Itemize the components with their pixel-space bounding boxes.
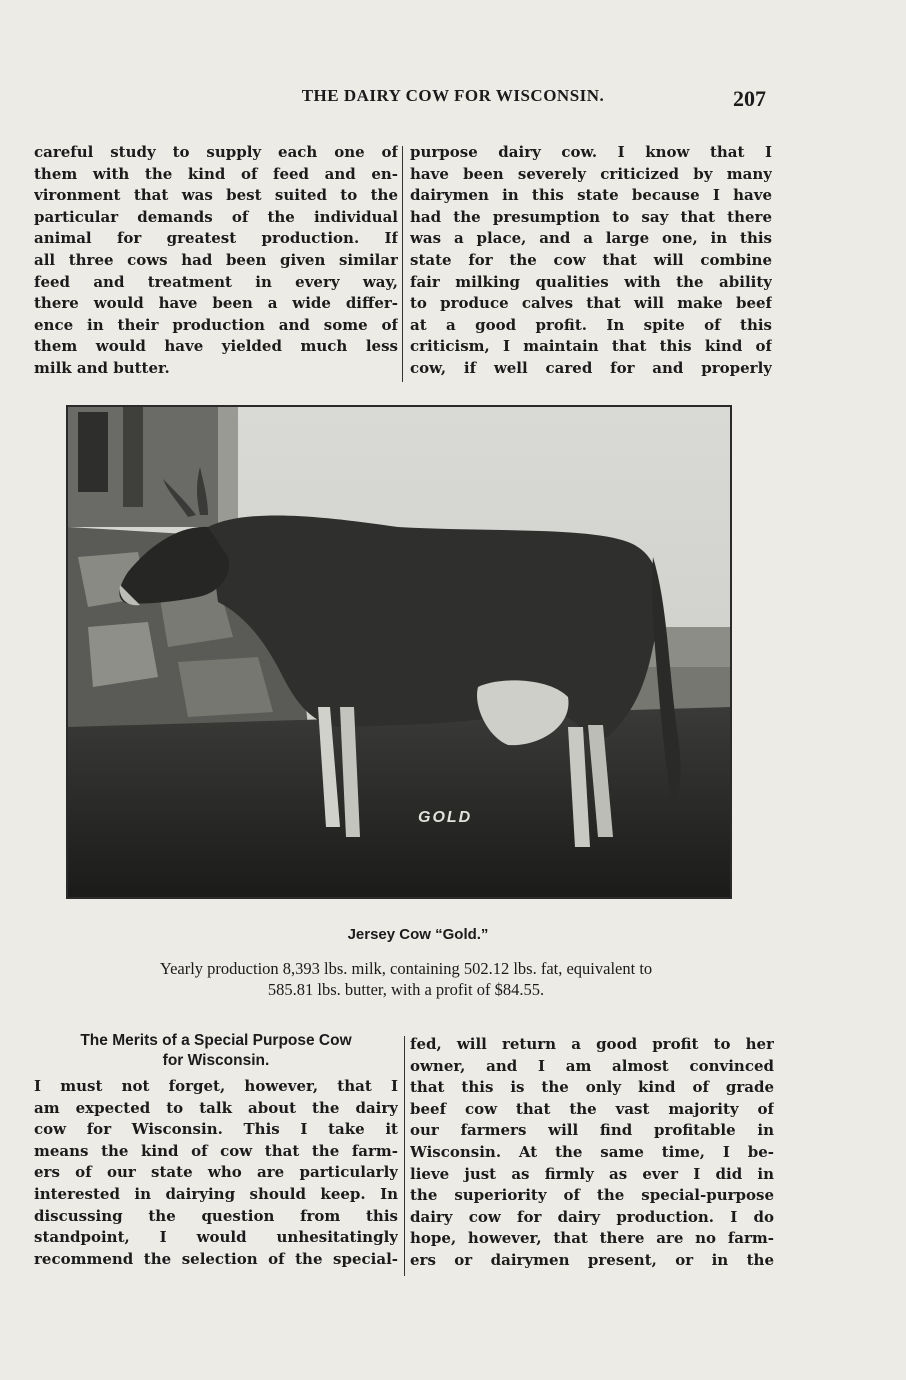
text-line: vironment that was best suited to the	[34, 186, 398, 205]
text-line: owner, and I am almost convinced	[410, 1056, 774, 1075]
text-line: there would have been a wide differ-	[34, 294, 398, 313]
text-line: means the kind of cow that the farm-	[34, 1141, 398, 1160]
text-line: ers of our state who are particularly	[34, 1163, 398, 1182]
bottom-right-column	[410, 1034, 774, 1272]
text-line: dairy cow for dairy production. I do	[410, 1207, 774, 1226]
text-line: purpose dairy cow. I know that I	[410, 143, 772, 161]
text-line: all three cows had been given similar	[34, 250, 398, 269]
top-left-column	[34, 142, 398, 380]
text-line: the superiority of the special-purpose	[410, 1186, 774, 1205]
text-line: had the presumption to say that there	[410, 207, 772, 226]
text-line: criticism, I maintain that this kind of	[410, 337, 772, 356]
text-line: hope, however, that there are no farm-	[410, 1229, 774, 1248]
text-line: was a place, and a large one, in this	[410, 229, 772, 248]
text-line: them would have yielded much less	[34, 337, 398, 356]
page-number: 207	[733, 86, 766, 111]
text-line: fair milking qualities with the ability	[410, 272, 772, 291]
text-line: state for the cow that will combine	[410, 250, 772, 269]
top-right-column	[410, 142, 772, 380]
text-line: ers or dairymen present, or in the	[410, 1250, 774, 1269]
text-line: I must not forget, however, that I	[34, 1077, 398, 1095]
text-line: that this is the only kind of grade	[410, 1078, 774, 1097]
photo-label: GOLD	[418, 809, 473, 826]
text-line: discussing the question from this	[34, 1206, 398, 1225]
bottom-left-column	[34, 1076, 398, 1270]
column-divider	[402, 146, 403, 382]
figure-caption-title: Jersey Cow “Gold.”	[347, 926, 489, 943]
text-line: interested in dairying should keep. In	[34, 1184, 398, 1203]
text-line: feed and treatment in every way,	[34, 272, 398, 291]
text-line: them with the kind of feed and en-	[34, 164, 398, 183]
cow-photograph	[66, 405, 732, 899]
column-divider	[404, 1036, 405, 1276]
section-heading	[34, 1031, 398, 1071]
text-line: recommend the selection of the special-	[34, 1249, 398, 1268]
text-line: particular demands of the individual	[34, 207, 398, 226]
running-title: THE DAIRY COW FOR WISCONSIN.	[301, 86, 605, 105]
text-line: ence in their production and some of	[34, 315, 398, 334]
text-line: cow, if well cared for and properly	[410, 358, 772, 377]
text-line: our farmers will find profitable in	[410, 1121, 774, 1140]
text-line: at a good profit. In spite of this	[410, 315, 772, 334]
text-line: dairymen in this state because I have	[410, 186, 772, 205]
text-line: standpoint, I would unhesitatingly	[34, 1228, 398, 1247]
text-line: careful study to supply each one of	[34, 143, 398, 161]
text-line: cow for Wisconsin. This I take it	[34, 1120, 398, 1139]
heading-line: The Merits of a Special Purpose Cow	[80, 1032, 352, 1049]
caption-line: Yearly production 8,393 lbs. milk, containing 502.12 lbs. fat, equivalent to	[159, 959, 653, 978]
text-line: beef cow that the vast majority of	[410, 1099, 774, 1118]
text-line: lieve just as firmly as ever I did in	[410, 1164, 774, 1183]
text-line: have been severely criticized by many	[410, 164, 772, 183]
cow-photo-illustration	[68, 407, 730, 897]
text-line: Wisconsin. At the same time, I be-	[410, 1142, 774, 1161]
text-line: to produce calves that will make beef	[410, 294, 772, 313]
text-line: fed, will return a good profit to her	[410, 1035, 774, 1053]
figure-caption	[44, 958, 768, 1000]
text-line: am expected to talk about the dairy	[34, 1098, 398, 1117]
text-line: animal for greatest production. If	[34, 229, 398, 248]
caption-line: 585.81 lbs. butter, with a profit of $84.55.	[267, 980, 545, 999]
text-line: milk and butter.	[34, 358, 170, 377]
heading-line: for Wisconsin.	[162, 1052, 270, 1069]
